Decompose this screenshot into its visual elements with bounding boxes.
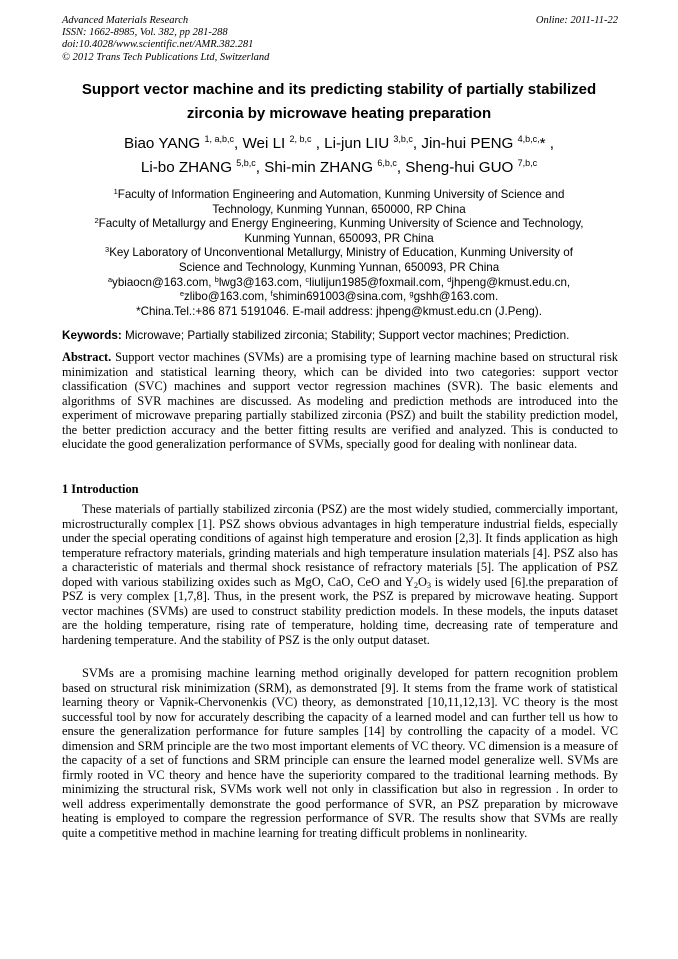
keywords-text: Microwave; Partially stabilized zirconia; Stability; Support vector machines; Prediction. — [121, 329, 570, 342]
abstract-label: Abstract. — [62, 350, 112, 364]
author-name: Sheng-hui GUO — [405, 159, 514, 176]
author-affil-sup: 1, a,b,c — [204, 134, 235, 144]
text-run: These materials of partially stabilized zirconia (PSZ) are the most widely studied, commercially important, microstructurally complex [1]. PSZ shows obvious advantages in high temperature industrial fields, especially under the special operating conditions of against high temperature and erosion [2,3]. It finds application as high temperature refractory materials, grinding materials and high temperature insulation materials [4]. PSZ also has a characteristic of materials and thermal shock resistance of refractory materials [5]. The application of PSZ doped with various stabilizing oxides such as MgO, CaO, CeO and Y — [62, 502, 618, 589]
author-affil-sup: 6,b,c — [377, 158, 397, 168]
affil-sup: 3 — [105, 245, 110, 255]
email-g: gshh@163.com. — [413, 290, 499, 304]
affiliation-2 — [54, 217, 624, 232]
subscript: 3 — [426, 580, 431, 590]
affiliation-1-cont: Technology, Kunming Yunnan, 650000, RP China — [212, 202, 466, 216]
intro-paragraph-2 — [62, 666, 618, 840]
contact-line: *China.Tel.:+86 871 5191046. E-mail address: jhpeng@kmust.edu.cn (J.Peng). — [136, 304, 542, 318]
email-sup: c — [305, 274, 310, 284]
email-a: ybiaocn@163.com, — [112, 275, 215, 289]
email-line-1 — [54, 276, 624, 291]
email-sup: a — [107, 274, 113, 284]
affiliations — [54, 188, 624, 319]
text-run: O — [417, 574, 427, 589]
email-line-2 — [54, 290, 624, 305]
author-sep: , — [396, 159, 406, 176]
text-run: is widely used [6].the preparation of PSZ is very complex [1,7,8]. Thus, in the present work, the PSZ is prepared by microwave heating. Support vector machines (SVMs) are used to construct stability prediction models. In these models, the inputs dataset are the holding temperature, rising rate of temperature, holding time, decreasing rate of temperature and hardening temperature. And the stability of PSZ is the only output dataset. — [62, 574, 618, 647]
affil-text: Key Laboratory of Unconventional Metallurgy, Ministry of Education, Kunming University of — [109, 246, 573, 260]
author-name: Shi-min ZHANG — [264, 159, 374, 176]
email-b: lwg3@163.com, — [218, 275, 306, 289]
author-sep: , — [234, 135, 243, 152]
author-line-2 — [50, 156, 628, 180]
author-name: Jin-hui PENG — [421, 135, 514, 152]
email-e: zlibo@163.com, — [183, 290, 271, 304]
author-name: Li-bo ZHANG — [140, 159, 233, 176]
author-name: Biao YANG — [123, 135, 201, 152]
author-affil-sup: 3,b,c — [393, 134, 413, 144]
subscript: 2 — [413, 580, 418, 590]
author-affil-sup: 2, b,c — [289, 134, 312, 144]
paragraph-text: SVMs are a promising machine learning method originally developed for pattern recognition problem based on structural risk minimization (SRM), as demonstrated [9]. It stems from the frame work of statistical learning theory or Vapnik-Chervonenkis (VC) theory, as demonstrated [10,11,12,13]. VC theory is the most successful tool by now for accurately describing the capacity of a learned model and can further tell us how to ensure the generalization performance for future samples [14] by controlling the capacity of a model. VC dimension and SRM principle are the two most important elements of VC theory. VC dimension is a measure of the capacity of a set of functions and SRM principle can ensure the learned model generalize well. SVMs are firmly rooted in VC theory and hence have the superiority compared to the traditional learning methods. By minimizing the structural risk, SVMs work well not only in classification but also in regression . In order to well address experimentally demonstrate the good performance of SVR, an PSZ preparation by microwave heating is employed to compare the regression performance of SVR. The results show that SVMs are really quite a competitive method in machine learning for treating difficult problems in nonlinearity. — [62, 666, 618, 840]
author-list — [50, 132, 628, 180]
affiliation-2-cont: Kunming Yunnan, 650093, PR China — [244, 231, 434, 245]
abstract — [62, 350, 618, 452]
title-line-1: Support vector machine and its predicting stability of partially stabilized — [81, 81, 597, 98]
journal-header — [62, 15, 618, 64]
section-heading-introduction: 1 Introduction — [62, 482, 139, 496]
email-sup: b — [214, 274, 219, 284]
author-line-1 — [50, 132, 628, 156]
author-sep: , — [311, 135, 325, 152]
author-affil-sup: 7,b,c — [517, 158, 538, 168]
journal-name: Advanced Materials Research — [62, 15, 189, 26]
author-name: Li-jun LIU — [324, 135, 390, 152]
copyright-line: © 2012 Trans Tech Publications Ltd, Switzerland — [62, 51, 270, 63]
author-affil-sup: 4,b,c, — [517, 134, 540, 144]
online-date: Online: 2011-11-22 — [535, 15, 618, 26]
author-sep: , — [255, 159, 265, 176]
email-f: shimin691003@sina.com, — [272, 290, 410, 304]
author-sep: * , — [539, 135, 554, 152]
keywords — [62, 329, 618, 343]
email-d: jhpeng@kmust.edu.cn, — [451, 275, 571, 289]
issn-line: ISSN: 1662-8985, Vol. 382, pp 281-288 — [62, 27, 228, 39]
affiliation-3 — [54, 246, 624, 261]
title-line-2: zirconia by microwave heating preparation — [186, 105, 492, 122]
affil-text: Faculty of Information Engineering and Automation, Kunming University of Science and — [117, 188, 565, 201]
affil-sup: 1 — [113, 187, 118, 196]
doi-line: doi:10.4028/www.scientific.net/AMR.382.281 — [62, 39, 254, 51]
author-affil-sup: 5,b,c — [236, 158, 256, 168]
abstract-text: Support vector machines (SVMs) are a promising type of learning machine based on structural risk minimization and statistical learning theory, which can be divided into two categories: support vector classification (SVC) machines and support vector regression machines (SVR). The basic elements and algorithms of SVR machines are discussed. As modeling and prediction methods are introduced into the experiment of microwave preparing partially stabilized zirconia (PSZ) and built the stability prediction model, the better prediction accuracy and the better fitting results are verified and analyzed. This is conducted to elucidate the good generalization performance of SVMs, specially good for dealing with nonlinear data. — [62, 350, 618, 451]
author-name: Wei LI — [242, 135, 286, 152]
affil-text: Faculty of Metallurgy and Energy Engineering, Kunming University of Science and Technology, — [98, 217, 584, 231]
email-sup: d — [447, 274, 452, 284]
email-sup: f — [270, 289, 273, 299]
affiliation-3-cont: Science and Technology, Kunming Yunnan, 650093, PR China — [178, 260, 500, 274]
author-sep: , — [412, 135, 422, 152]
abstract-paragraph — [62, 350, 618, 452]
email-sup: e — [179, 289, 184, 299]
paper-title — [50, 78, 628, 126]
paragraph-text — [62, 502, 618, 647]
affil-sup: 2 — [94, 216, 99, 226]
affiliation-1 — [54, 188, 624, 203]
email-c: liulijun1985@foxmail.com, — [309, 275, 448, 289]
email-sup: g — [409, 289, 414, 299]
intro-paragraph-1 — [62, 502, 618, 647]
keywords-label: Keywords: — [62, 329, 122, 342]
